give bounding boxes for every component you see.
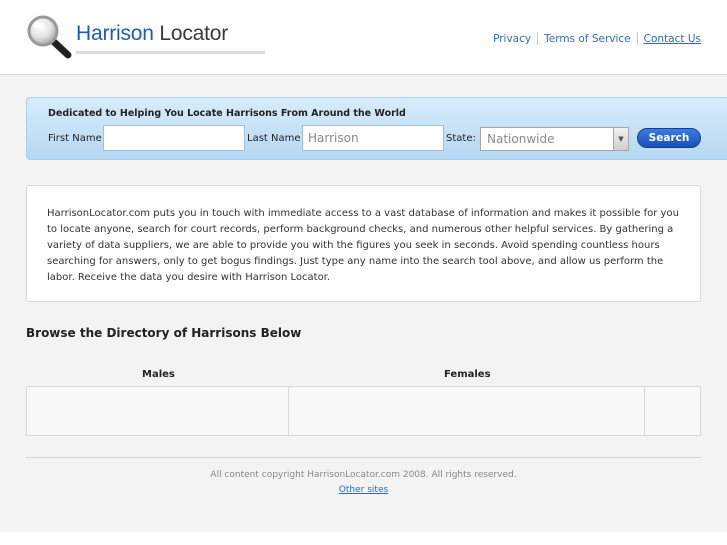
logo-word-locator: Locator	[159, 22, 229, 45]
directory-table	[26, 386, 701, 436]
footer-divider	[26, 457, 701, 458]
copyright-text: All content copyright HarrisonLocator.com 2008. All rights reserved.	[210, 470, 517, 480]
nav-contact-link[interactable]: Contact Us	[643, 32, 701, 45]
logo-word-harrison: Harrison	[76, 22, 154, 45]
state-label: State:	[446, 133, 476, 144]
dropdown-arrow-icon[interactable]: ▼	[613, 128, 628, 150]
top-nav	[487, 32, 701, 45]
site-footer	[0, 468, 727, 498]
site-header	[0, 0, 727, 75]
search-panel-title: Dedicated to Helping You Locate Harrisons From Around the World	[48, 108, 406, 119]
search-panel	[26, 97, 727, 160]
state-select[interactable]	[480, 127, 629, 151]
directory-column-divider	[288, 387, 289, 435]
site-logo[interactable]	[26, 14, 240, 60]
magnifier-icon	[26, 14, 76, 60]
other-sites-link[interactable]: Other sites	[338, 485, 389, 495]
males-column-header: Males	[142, 369, 175, 380]
nav-terms-link[interactable]: Terms of Service	[544, 32, 631, 45]
first-name-label: First Name	[48, 133, 102, 144]
intro-box	[26, 185, 701, 302]
last-name-input[interactable]: Harrison	[302, 125, 444, 151]
logo-wordmark	[76, 22, 228, 46]
state-selected-value: Nationwide	[487, 132, 555, 146]
females-column-header: Females	[444, 369, 491, 380]
logo-underline	[76, 51, 265, 54]
intro-text: HarrisonLocator.com puts you in touch with immediate access to a vast database of information and makes it possible for you to locate anyone, search for court records, perform background checks, and numerous other helpful services. By gathering a variety of data suppliers, we are able to provide you with the figures you seek in seconds. Avoid spending countless hours searching for answers, only to get bogus findings. Just type any name into the search tool above, and allow us perform the labor. Receive the data you desire with Harrison Locator.	[47, 208, 679, 283]
first-name-input[interactable]	[103, 125, 245, 151]
last-name-label: Last Name	[247, 133, 301, 144]
directory-title: Browse the Directory of Harrisons Below	[26, 326, 302, 340]
nav-privacy-link[interactable]: Privacy	[493, 32, 532, 45]
page-bottom-strip	[0, 532, 727, 545]
directory-column-divider	[644, 387, 645, 435]
search-button[interactable]: Search	[637, 128, 701, 148]
